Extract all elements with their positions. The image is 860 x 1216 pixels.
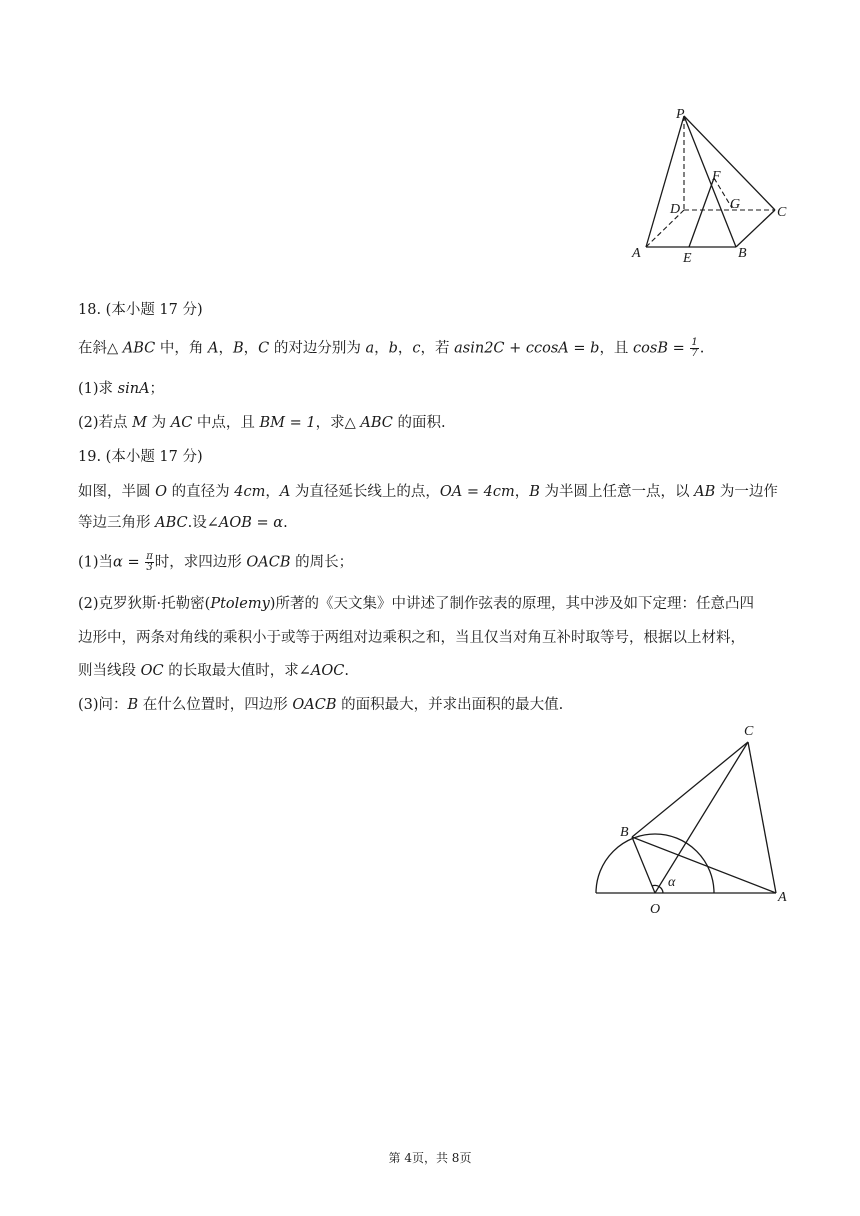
text: ， <box>243 340 259 357</box>
denominator: 7 <box>691 348 698 359</box>
math: AOC <box>310 663 345 679</box>
math: B <box>529 484 540 500</box>
q19-part3 <box>78 695 563 715</box>
q18-title: 18. (本小题 17 分) <box>78 302 203 318</box>
equation: α = <box>113 554 145 571</box>
label-P: P <box>676 107 685 122</box>
math: 4cm <box>234 484 266 500</box>
q18-stem <box>78 338 704 359</box>
math: OC <box>140 663 164 679</box>
label-A: A <box>632 246 641 261</box>
label-F: F <box>712 169 721 184</box>
label-B: B <box>738 246 747 261</box>
text: . <box>283 515 288 531</box>
q19-part2-line2 <box>78 628 745 648</box>
text: 为半圆上任意一点，以 <box>539 484 695 500</box>
text: 如图，半圆 <box>78 484 156 500</box>
text: ， <box>374 340 389 357</box>
equation: OA = 4cm <box>439 484 515 500</box>
text: 为直径延长线上的点， <box>290 484 440 500</box>
q19-stem-line2 <box>78 513 288 533</box>
q18-part2 <box>78 413 446 433</box>
text: ； <box>149 381 165 397</box>
denominator: 3 <box>146 562 153 573</box>
text: ，求△ <box>315 415 361 431</box>
text: 在斜△ <box>78 340 123 357</box>
math: sinA <box>117 381 150 397</box>
text: 的对边分别为 <box>269 340 366 357</box>
q18-part1 <box>78 379 164 399</box>
q19-title: 19. (本小题 17 分) <box>78 449 203 465</box>
label-C: C <box>777 205 787 220</box>
text: ， <box>265 484 280 500</box>
math: O <box>155 484 167 500</box>
math: Ptolemy <box>210 596 270 612</box>
text: (2)克罗狄斯·托勒密( <box>78 596 211 612</box>
text: 在什么位置时，四边形 <box>138 697 293 713</box>
semicircle-figure <box>580 715 800 920</box>
equation: asin2C + ccosA = b <box>454 340 600 357</box>
label-C: C <box>744 724 754 739</box>
pyramid-figure <box>620 100 800 270</box>
text: ，且 <box>599 340 634 357</box>
math: A <box>279 484 291 500</box>
label-B: B <box>620 825 629 840</box>
text: 等边三角形 <box>78 515 156 531</box>
label-D: D <box>670 202 681 217</box>
math: C <box>258 340 270 357</box>
text: 中，角 <box>155 340 208 357</box>
text: 边形中，两条对角线的乘积小于或等于两组对边乘积之和，当且仅当对角互补时取等号，根据以上材料， <box>78 630 745 646</box>
text: . <box>344 663 349 679</box>
text: ， <box>218 340 233 357</box>
q19-part2-line1 <box>78 594 754 614</box>
math: OACB <box>292 697 337 713</box>
text: ， <box>397 340 413 357</box>
text: (2)若点 <box>78 415 133 431</box>
math: ABC <box>360 415 393 431</box>
label-G: G <box>730 197 741 212</box>
equation: AOB = α <box>218 515 284 531</box>
math: OACB <box>246 554 291 571</box>
text: 的直径为 <box>167 484 235 500</box>
text: 中点，且 <box>192 415 260 431</box>
text: 则当线段 <box>78 663 141 679</box>
math: A <box>207 340 219 357</box>
math: c <box>412 340 421 357</box>
label-alpha: α <box>668 875 676 890</box>
q19-stem-line1 <box>78 482 778 502</box>
text: .设∠ <box>187 515 219 531</box>
text: 的长取最大值时，求∠ <box>163 663 311 679</box>
text: )所著的《天文集》中讲述了制作弦表的原理，其中涉及如下定理：任意凸四 <box>269 596 754 612</box>
math: b <box>388 340 398 357</box>
math: ABC <box>155 515 188 531</box>
numerator: 1 <box>691 337 698 348</box>
text: 为 <box>147 415 171 431</box>
equation: cosB = <box>633 340 690 357</box>
fraction <box>145 552 154 573</box>
page-footer: 第 4页，共 8页 <box>388 1151 472 1165</box>
label-E: E <box>683 251 692 266</box>
math: ABC <box>122 340 156 357</box>
q19-part2-line3 <box>78 661 349 681</box>
fraction <box>690 338 698 359</box>
text: 的面积. <box>392 415 446 431</box>
math: AB <box>694 484 716 500</box>
math: B <box>127 697 139 713</box>
label-O: O <box>650 902 661 917</box>
text: (1)求 <box>78 381 118 397</box>
text: 的面积最大，并求出面积的最大值. <box>336 697 564 713</box>
equation: BM = 1 <box>259 415 316 431</box>
text: 时，求四边形 <box>154 554 247 571</box>
math: B <box>232 340 244 357</box>
text: (1)当 <box>78 554 114 571</box>
text: (3)问： <box>78 697 128 713</box>
math: M <box>132 415 148 431</box>
text: . <box>699 340 705 357</box>
q19-part1 <box>78 552 353 573</box>
text: ，若 <box>420 340 455 357</box>
text: 的周长； <box>290 554 354 571</box>
text: ， <box>514 484 530 500</box>
numerator: π <box>146 551 153 562</box>
text: 为一边作 <box>715 484 778 500</box>
math: a <box>365 340 375 357</box>
label-A: A <box>778 890 787 905</box>
math: AC <box>170 415 193 431</box>
